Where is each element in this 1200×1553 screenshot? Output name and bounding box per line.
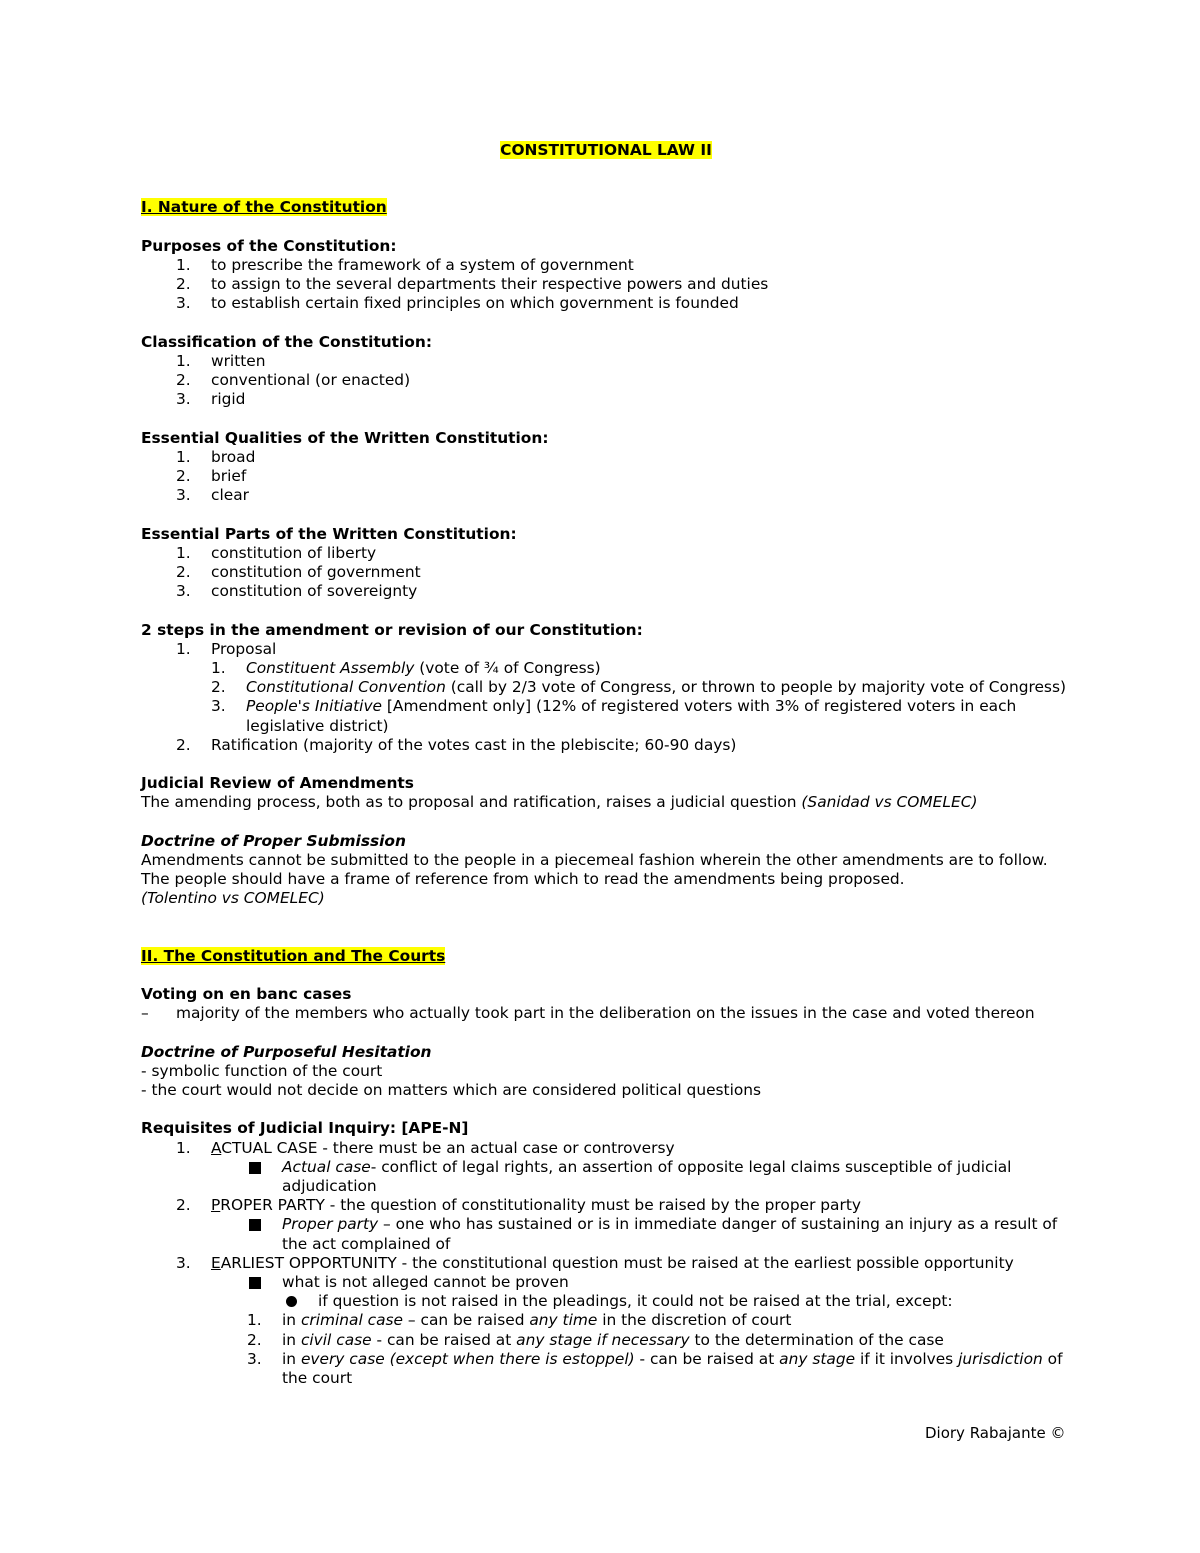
list-item: 1. constitution of liberty	[176, 543, 377, 562]
proper-submission-text: Amendments cannot be submitted to the people in a piecemeal fashion wherein the other amendments are to follow. The people should have a frame of reference from which to read the amendments being proposed.	[141, 851, 1048, 889]
requisites-heading: Requisites of Judicial Inquiry: [APE-N]	[141, 1119, 469, 1138]
steps-heading: 2 steps in the amendment or revision of our Constitution:	[141, 620, 643, 639]
qualities-heading: Essential Qualities of the Written Constitution:	[141, 428, 549, 447]
square-bullet-icon	[249, 1162, 261, 1174]
judicial-review-text: The amending process, both as to proposal and ratification, raises a judicial question (Sanidad vs COMELEC)	[141, 793, 978, 812]
list-item: 3. to establish certain fixed principles on which government is founded	[176, 294, 739, 313]
list-item: 3. EARLIEST OPPORTUNITY - the constitutional question must be raised at the earliest possible opportunity	[176, 1253, 1014, 1272]
list-item: 1. written	[176, 351, 266, 370]
bullet-item: Actual case- conflict of legal rights, an assertion of opposite legal claims susceptible of judicial adjudication	[141, 1158, 1071, 1196]
document-page	[141, 141, 1071, 1388]
list-item: 1. ACTUAL CASE - there must be an actual case or controversy	[176, 1138, 675, 1157]
en-banc-heading: Voting on en banc cases	[141, 985, 352, 1003]
list-item: 2. conventional (or enacted)	[176, 371, 411, 389]
parts-heading: Essential Parts of the Written Constitution:	[141, 524, 517, 543]
list-item: 3. constitution of sovereignty	[176, 582, 418, 601]
list-item: 2. Ratification (majority of the votes cast in the plebiscite; 60-90 days)	[176, 735, 737, 754]
bullet-item: Proper party – one who has sustained or is in immediate danger of sustaining an injury as a result of the act complained of	[141, 1215, 1071, 1253]
sub-list-item: 1. Constituent Assembly (vote of ¾ of Congress)	[211, 659, 601, 677]
list-item: 1. broad	[176, 447, 256, 466]
bullet-item: what is not alleged cannot be proven	[141, 1273, 1071, 1292]
list-item: 2. to assign to the several departments their respective powers and duties	[176, 275, 769, 293]
hesitation-line: - the court would not decide on matters which are considered political questions	[141, 1081, 762, 1099]
judicial-review-heading: Judicial Review of Amendments	[141, 774, 414, 793]
proper-submission-cite: (Tolentino vs COMELEC)	[141, 889, 325, 908]
classification-heading: Classification of the Constitution:	[141, 332, 432, 351]
purposes-heading: Purposes of the Constitution:	[141, 236, 397, 255]
list-item: 2. PROPER PARTY - the question of constitutionality must be raised by the proper party	[176, 1196, 861, 1215]
list-item: 2. constitution of government	[176, 563, 421, 581]
page-title: CONSTITUTIONAL LAW II	[500, 141, 712, 159]
list-item: 1. to prescribe the framework of a system of government	[176, 255, 634, 274]
list-item: 1. Proposal	[176, 639, 277, 658]
sub-list-item: 2. Constitutional Convention (call by 2/3 vote of Congress, or thrown to people by majority vote of Congress)	[211, 678, 1066, 697]
section-1-heading: I. Nature of the Constitution	[141, 198, 387, 217]
exception-item: 1. in criminal case – can be raised any time in the discretion of court	[247, 1311, 792, 1330]
section-2-heading: II. The Constitution and The Courts	[141, 946, 446, 965]
footer-author: Diory Rabajante ©	[925, 1424, 1066, 1442]
en-banc-text: – majority of the members who actually took part in the deliberation on the issues in the case and voted thereon	[141, 1004, 1035, 1023]
hesitation-line: - symbolic function of the court	[141, 1061, 383, 1080]
title-wrap	[141, 141, 1071, 160]
sub-list-item: 3. People's Initiative [Amendment only] (12% of registered voters with 3% of registered voters in each legislative district)	[211, 697, 1017, 735]
square-bullet-icon	[249, 1277, 261, 1289]
list-item: 2. brief	[176, 467, 247, 485]
proper-submission-heading: Doctrine of Proper Submission	[141, 831, 406, 850]
hesitation-heading: Doctrine of Purposeful Hesitation	[141, 1042, 432, 1061]
circle-bullet-icon	[286, 1296, 297, 1307]
dot-bullet-item: if question is not raised in the pleadings, it could not be raised at the trial, except:	[141, 1292, 1071, 1311]
list-item: 3. clear	[176, 486, 249, 505]
exception-item: 2. in civil case - can be raised at any stage if necessary to the determination of the case	[247, 1330, 944, 1349]
square-bullet-icon	[249, 1219, 261, 1231]
list-item: 3. rigid	[176, 390, 246, 409]
exception-item: 3. in every case (except when there is estoppel) - can be raised at any stage if it involves jurisdiction of the court	[247, 1349, 1063, 1388]
